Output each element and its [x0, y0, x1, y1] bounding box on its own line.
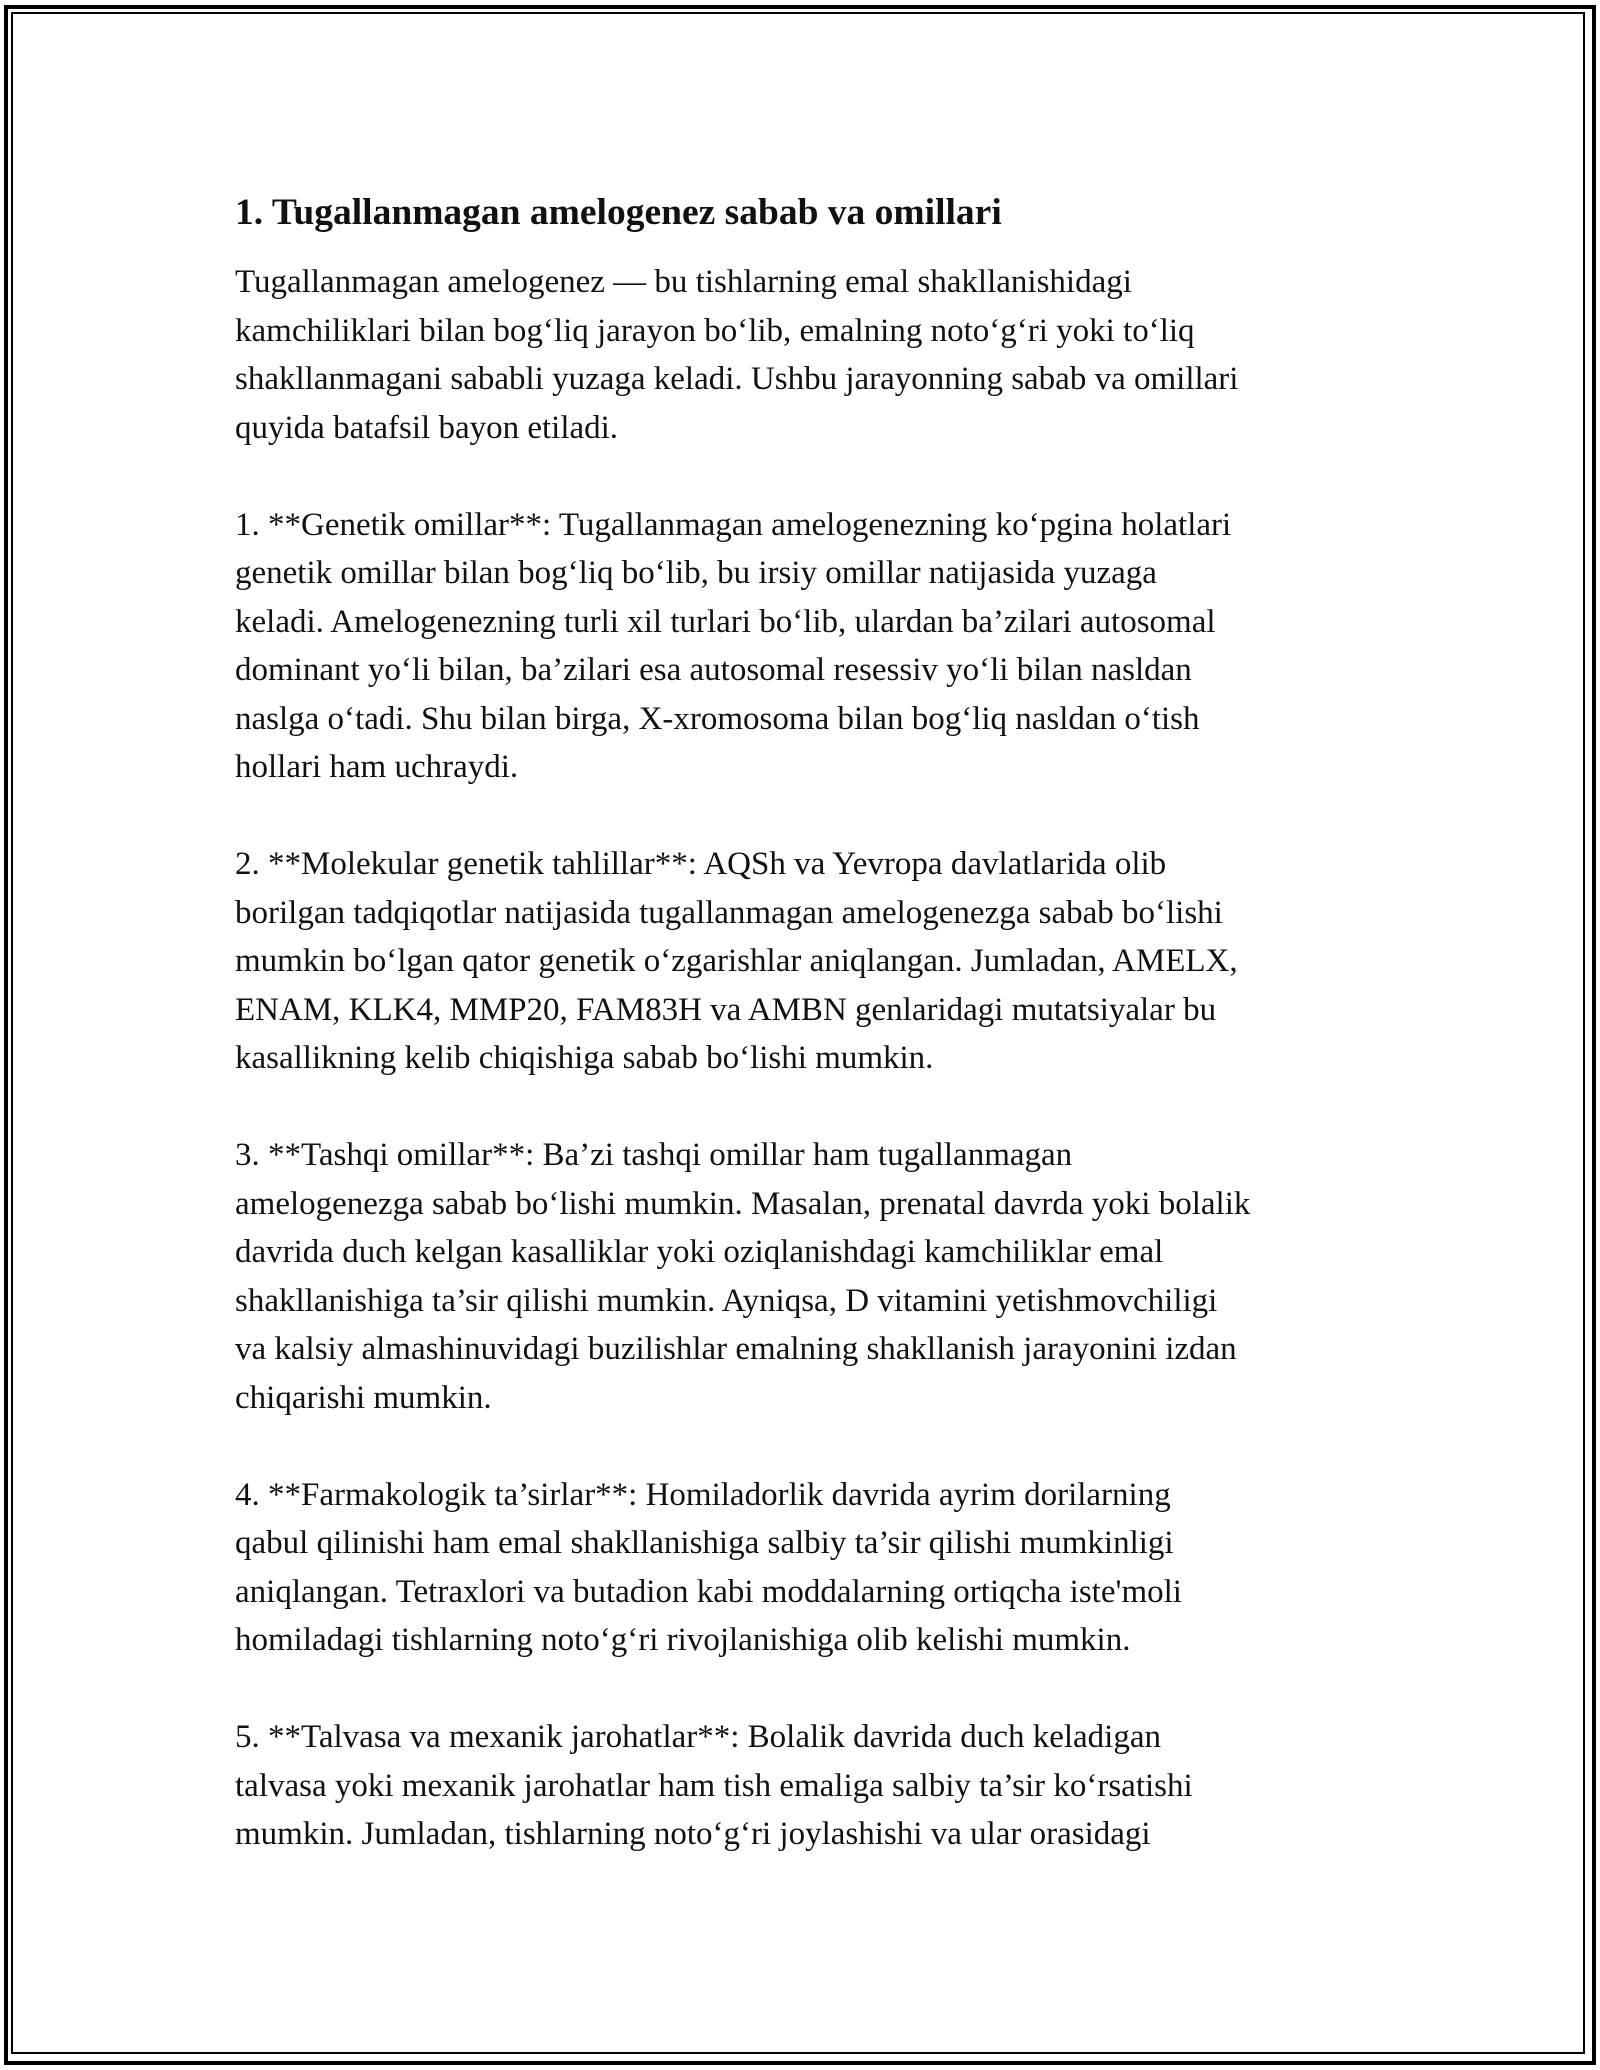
text-line: 1. **Genetik omillar**: Tugallanmagan amelogenezning ko‘pgina holatlari: [235, 506, 1232, 543]
text-line: dominant yo‘li bilan, ba’zilari esa autosomal resessiv yo‘li bilan nasldan: [235, 652, 1192, 688]
document-body: [235, 188, 1365, 1907]
genetic-factors-paragraph: [235, 501, 1365, 792]
text-line: 3. **Tashqi omillar**: Ba’zi tashqi omillar ham tugallanmagan: [235, 1137, 1073, 1173]
text-line: amelogenezga sabab bo‘lishi mumkin. Masalan, prenatal davrda yoki bolalik: [235, 1185, 1251, 1222]
trauma-paragraph: [235, 1713, 1365, 1859]
text-line: 2. **Molekular genetik tahlillar**: AQSh va Yevropa davlatlarida olib: [235, 846, 1167, 882]
text-line: hollari ham uchraydi.: [235, 749, 519, 785]
external-factors-paragraph: [235, 1131, 1365, 1422]
section-heading: 1. Tugallanmagan amelogenez sabab va omillari: [235, 192, 1002, 233]
text-line: shakllanmagani sababli yuzaga keladi. Ushbu jarayonning sabab va omillari: [235, 361, 1239, 397]
text-line: keladi. Amelogenezning turli xil turlari bo‘lib, ulardan ba’zilari autosomal: [235, 603, 1216, 640]
text-line: aniqlangan. Tetraxlori va butadion kabi moddalarning ortiqcha iste'moli: [235, 1573, 1182, 1610]
text-line: kamchiliklari bilan bog‘liq jarayon bo‘lib, emalning noto‘g‘ri yoki to‘liq: [235, 312, 1195, 349]
text-line: naslga o‘tadi. Shu bilan birga, X-xromosoma bilan bog‘liq nasldan o‘tish: [235, 700, 1200, 737]
text-line: 5. **Talvasa va mexanik jarohatlar**: Bolalik davrida duch keladigan: [235, 1719, 1161, 1755]
text-line: mumkin. Jumladan, tishlarning noto‘g‘ri joylashishi va ular orasidagi: [235, 1816, 1151, 1852]
text-line: mumkin bo‘lgan qator genetik o‘zgarishlar aniqlangan. Jumladan, AMELX,: [235, 943, 1238, 979]
text-line: va kalsiy almashinuvidagi buzilishlar emalning shakllanish jarayonini izdan: [235, 1331, 1237, 1367]
text-line: Tugallanmagan amelogenez — bu tishlarning emal shakllanishidagi: [235, 264, 1132, 300]
text-line: kasallikning kelib chiqishiga sabab bo‘lishi mumkin.: [235, 1040, 934, 1076]
text-line: genetik omillar bilan bog‘liq bo‘lib, bu irsiy omillar natijasida yuzaga: [235, 555, 1157, 591]
text-line: ENAM, KLK4, MMP20, FAM83H va AMBN genlaridagi mutatsiyalar bu: [235, 991, 1217, 1028]
intro-paragraph: [235, 258, 1365, 452]
text-line: borilgan tadqiqotlar natijasida tugallanmagan amelogenezga sabab bo‘lishi: [235, 894, 1223, 931]
text-line: davrida duch kelgan kasalliklar yoki oziqlanishdagi kamchiliklar emal: [235, 1234, 1164, 1270]
text-line: homiladagi tishlarning noto‘g‘ri rivojlanishiga olib kelishi mumkin.: [235, 1622, 1131, 1658]
text-line: talvasa yoki mexanik jarohatlar ham tish emaliga salbiy ta’sir ko‘rsatishi: [235, 1767, 1193, 1804]
text-line: chiqarishi mumkin.: [235, 1379, 492, 1416]
molecular-analysis-paragraph: [235, 840, 1365, 1083]
text-line: qabul qilinishi ham emal shakllanishiga salbiy ta’sir qilishi mumkinligi: [235, 1525, 1174, 1561]
text-line: shakllanishiga ta’sir qilishi mumkin. Ayniqsa, D vitamini yetishmovchiligi: [235, 1282, 1218, 1319]
pharmacological-paragraph: [235, 1471, 1365, 1665]
text-line: 4. **Farmakologik ta’sirlar**: Homiladorlik davrida ayrim dorilarning: [235, 1476, 1171, 1513]
text-line: quyida batafsil bayon etiladi.: [235, 409, 619, 446]
